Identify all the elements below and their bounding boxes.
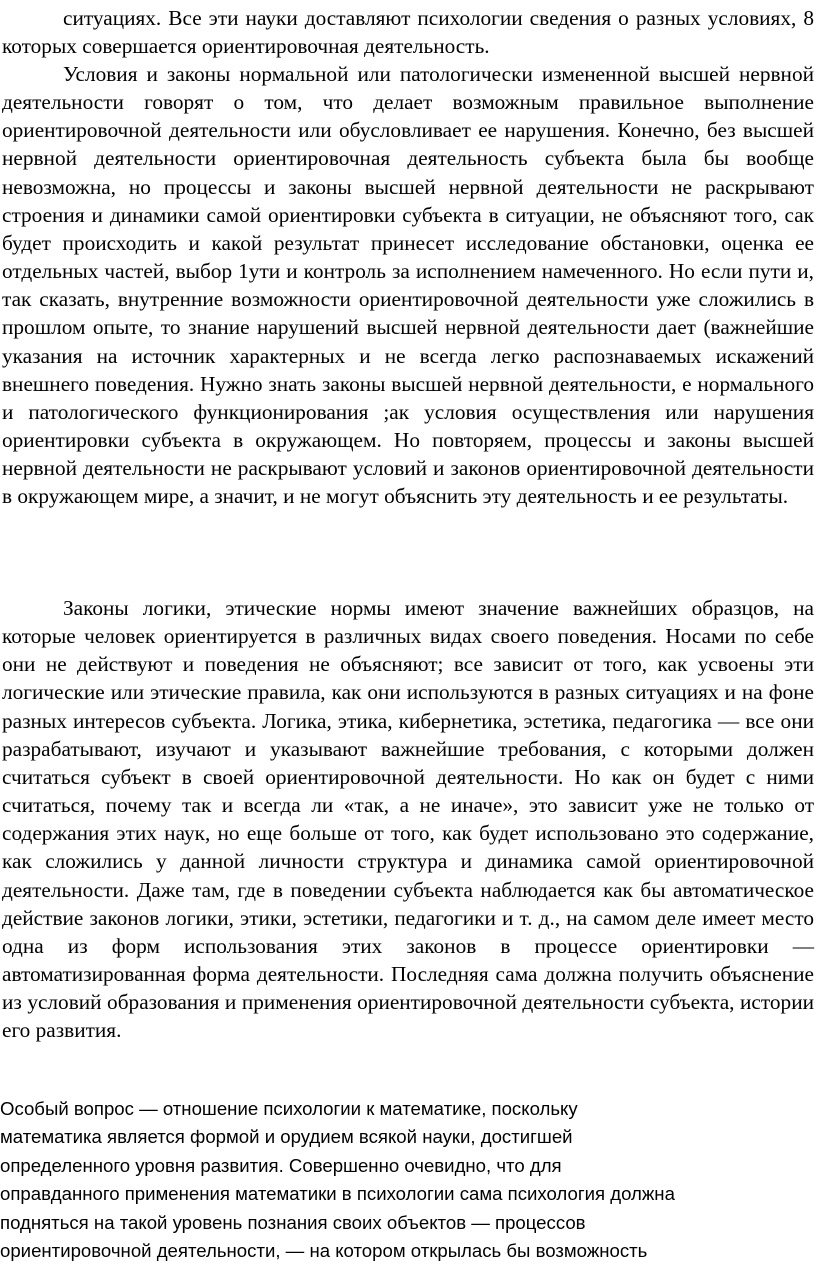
text-line: подняться на такой уровень познания своих объектов — процессов — [0, 1211, 586, 1233]
text-line: ориентировочной деятельности, — на котором открылась бы возможность — [0, 1240, 648, 1262]
paragraph-nervous-activity: Условия и законы нормальной или патологически измененной высшей нервной деятельности говорят о том, что делает возможным правильное выполнение ориентировочной деятельности или обусловливает ее нарушения. Конечно, без высшей нервной деятельности ориентировочная деятельность субъекта была бы вообще невозможна, но процессы и законы высшей нервной деятельности не раскрывают строения и динамики самой ориентировки субъекта в ситуации, не объясняют того, сак будет происходить и какой результат принесет исследование обстановки, оценка ее отдельных частей, выбор 1ути и контроль за исполнением намеченного. Но если пути и, так сказать, внутренние возможности ориентировочной деятельности уже сложились в прошлом опыте, то знание нарушений высшей нервной деятельности дает (важнейшие указания на источник характерных и не всегда легко распознаваемых искажений внешнего поведения. Нужно знать законы высшей нервной деятельности, е нормального и патологического функционирования ;ак условия осуществления или нарушения ориентировки субъекта в окружающем. Но повторяем, процессы и законы высшей нервной деятельности не раскрывают условий и законов ориентировочной деятельности в окружающем мире, а значит, и не могут объяснить эту деятельность и ее результаты. — [2, 62, 814, 509]
paragraph-logic-ethics: Законы логики, этические нормы имеют значение важнейших образцов, на которые человек ориентируется в различных видах своего поведения. Носами по себе они не действуют и поведения не объясняют; все зависит от того, как усвоены эти логические или этические правила, как они используются в разных ситуациях и на фоне разных интересов субъекта. Логика, этика, кибернетика, эстетика, педагогика — все они разрабатывают, изучают и указывают важнейшие требования, с которыми должен считаться субъект в своей ориентировочной деятельности. Но как он будет с ними считаться, почему так и всегда ли «так, а не иначе», это зависит уже не только от содержания этих наук, но еще больше от того, как будет использовано это содержание, как сложились у данной личности структура и динамика самой ориентировочной деятельности. Даже там, где в поведении субъекта наблюдается как бы автоматическое действие законов логики, этики, эстетики, педагогики и т. д., на самом деле имеет место одна из форм использования этих законов в процессе ориентировки — автоматизированная форма деятельности. Последняя сама должна получить объяснение из условий образования и применения ориентировочной деятельности субъекта, истории его развития. — [2, 596, 814, 1043]
text-line: математика является формой и орудием всякой науки, достигшей — [0, 1126, 573, 1148]
text-line: оправданного применения математики в психологии сама психология должна — [0, 1183, 675, 1205]
text-line: Особый вопрос — отношение психологии к математике, поскольку — [0, 1098, 578, 1119]
paragraph-continuation: ситуациях. Все эти науки доставляют психологии сведения о разных условиях, 8 которых совершается ориентировочная деятельность. — [2, 6, 814, 59]
text-line: определенного уровня развития. Совершенно очевидно, что для — [0, 1154, 562, 1176]
paragraph-mathematics — [0, 1095, 816, 1265]
